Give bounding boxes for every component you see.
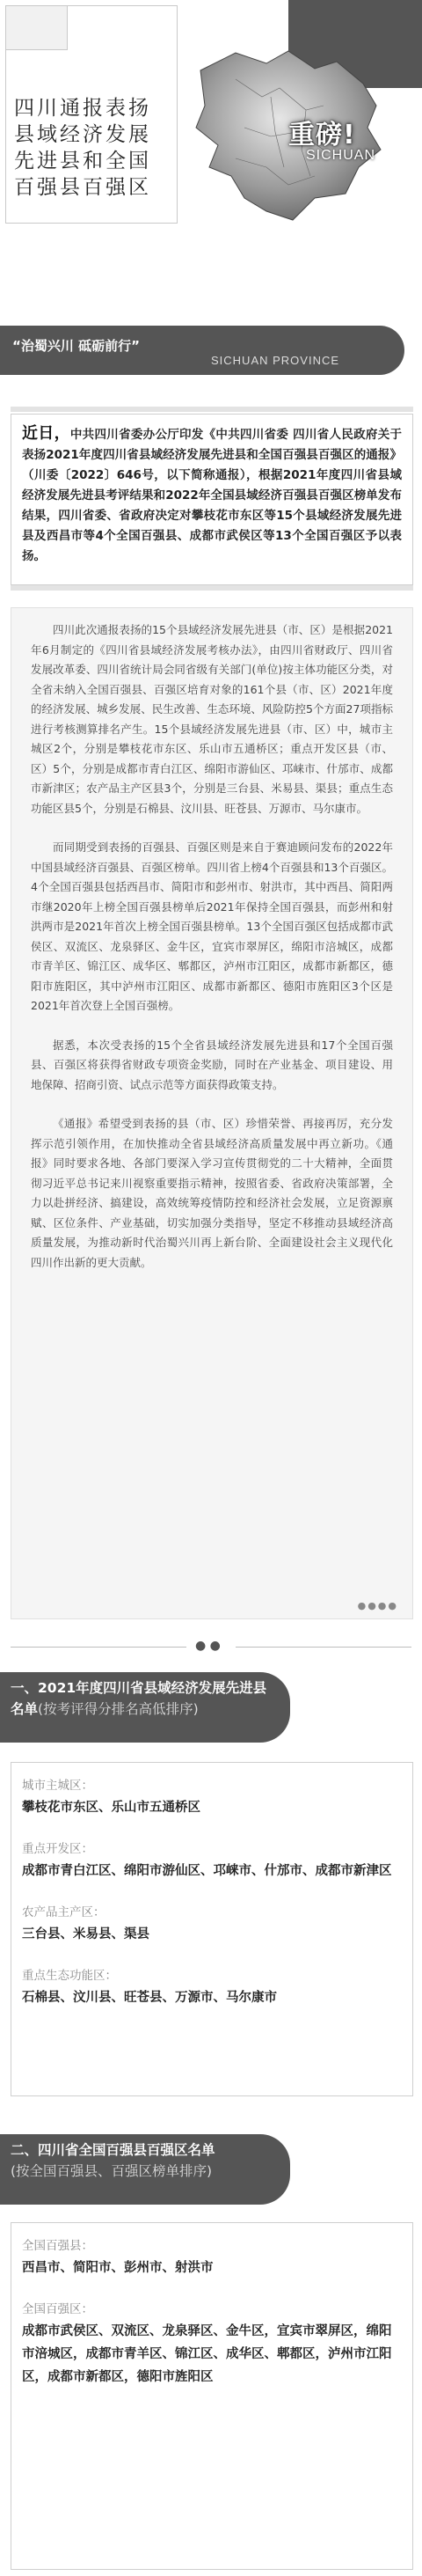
group-body: 西昌市、简阳市、彭州市、射洪市 (22, 2261, 214, 2275)
section2-title-text: 二、四川省全国百强县百强区名单 (11, 2142, 215, 2158)
hero-banner (0, 0, 422, 282)
page-title: 四川通报表扬县域经济发展先进县和全国百强县百强区 (14, 97, 151, 199)
slogan-text: “治蜀兴川 砥砺前行” (12, 338, 140, 354)
group-head: 全国百强县： (22, 2239, 93, 2253)
section2-title (11, 2139, 283, 2182)
section-divider (0, 1639, 422, 1656)
group-head: 重点开发区： (22, 1842, 93, 1856)
section2-subtitle: (按全国百强县、百强区榜单排序) (11, 2163, 213, 2179)
intro-bottom-shadow (11, 585, 413, 591)
intro-box (11, 414, 413, 585)
slogan-english: SICHUAN PROVINCE (211, 354, 340, 367)
paw-icon: ● ● (195, 1639, 221, 1653)
divider-line-left (11, 1647, 186, 1648)
group-body: 攀枝花市东区、乐山市五通桥区 (22, 1801, 200, 1815)
body-paragraph-2: 而同期受到表扬的百强县、百强区则是来自于赛迪顾问发布的2022年中国县域经济百强县、百强区榜单。四川省上榜4个百强县和13个百强区。4个全国百强县包括西昌市、简阳市和彭州市、射洪市，其中西昌、简阳两市继2020年上榜全国百强县榜单后2021年保持全国百强县，而彭州和射洪两市是2021年首次上榜全国百强县榜单。13个全国百强区包括成都市武侯区、双流区、龙泉驿区、金牛区，宜宾市翠屏区，绵阳市涪城区，成都市青羊区、锦江区、成华区、郫都区，泸州市江阳区，成都市新都区，德阳市旌阳区，其中泸州市江阳区、成都市新都区、德阳市旌阳区3个区是2021年首次登上全国百强榜。 (31, 840, 393, 1012)
more-dots-icon: ●●●● (357, 1600, 398, 1611)
body-paragraph-1: 四川此次通报表扬的15个县域经济发展先进县（市、区）是根据2021年6月制定的《四川省县域经济发展考核办法》，由四川省财政厅、四川省发展改革委、四川省统计局会同省级有关部门(单位)按主体功能区分类，对全省未纳入全国百强县、百强区培育对象的161个县（市、区）2021年度的经济发展、城乡发展、民生改善、生态环境、风险防控5个方面27项指标进行考核测算排名产生。15个县域经济发展先进县（市、区）中，城市主城区2个，分别是攀枝花市东区、乐山市五通桥区；重点开发区县（市、区）5个，分别是成都市青白江区、绵阳市游仙区、邛崃市、什邡市、成都市新津区；农产品主产区县3个，分别是三台县、米易县、渠县；重点生态功能区县5个，分别是石棉县、汶川县、旺苍县、万源市、马尔康市。 (31, 623, 393, 815)
group-head: 全国百强区： (22, 2302, 93, 2316)
intro-text: 中共四川省委办公厅印发《中共四川省委 四川省人民政府关于表扬2021年度四川省县域经济发展先进县和全国百强县百强区的通报》（川委〔2022〕646号，以下简称通报），根据2021年度四川省县域经济发展先进县考评结果和2022年全国县域经济百强县百强区榜单发布结果，四川省委、省政府决定对攀枝花市东区等15个县域经济发展先进县及西昌市等4个全国百强县、成都市武侯区等13个全国百强区予以表扬。 (22, 428, 403, 563)
hero-corner-block (6, 6, 68, 50)
group-body: 三台县、米易县、渠县 (22, 1927, 149, 1941)
intro-paragraph (22, 423, 402, 567)
section1-subtitle: (按考评得分排名高低排序) (38, 1701, 199, 1717)
section1-list (11, 1762, 413, 2096)
body-paragraph-4: 《通报》希望受到表扬的县（市、区）珍惜荣誉、再接再厉，充分发挥示范引领作用，在加快推动全省县域经济高质量发展中再立新功。《通报》同时要求各地、各部门要深入学习宣传贯彻党的二十大精神，全面贯彻习近平总书记来川视察重要指示精神，按照省委、省政府决策部署，全力以赴拼经济、搞建设，高效统筹疫情防控和经济社会发展，立足资源禀赋、区位条件、产业基础，切实加强分类指导，坚定不移推动县域经济高质量发展，为推动新时代治蜀兴川再上新台阶、全面建设社会主义现代化四川作出新的更大贡献。 (31, 1117, 393, 1269)
group-body: 成都市武侯区、双流区、龙泉驿区、金牛区，宜宾市翠屏区，绵阳市涪城区，成都市青羊区、锦江区、成华区、郫都区，泸州市江阳区，成都市新都区，德阳市旌阳区 (22, 2324, 392, 2384)
group-body: 成都市青白江区、绵阳市游仙区、邛崃市、什邡市、成都市新津区 (22, 1864, 392, 1878)
headline-badge-en: SICHUAN (306, 148, 376, 163)
intro-top-shadow (11, 407, 413, 412)
group-head: 农产品主产区： (22, 1905, 106, 1919)
section1-header (0, 1672, 422, 1743)
section1-title (11, 1677, 274, 1720)
group-head: 重点生态功能区： (22, 1969, 117, 1983)
section1-title-text: 一、2021年度四川省县域经济发展先进县名单 (11, 1680, 267, 1717)
intro-lead: 近日， (22, 424, 70, 443)
divider-line-right (236, 1647, 411, 1648)
group-head: 城市主城区： (22, 1779, 93, 1793)
headline-badge: 重磅! (288, 120, 356, 150)
slogan-bar (0, 326, 422, 375)
body-paragraph-3: 据悉，本次受表扬的15个全省县域经济发展先进县和17个全国百强县、百强区将获得省财政专项资金奖励，同时在产业基金、项目建设、用地保障、招商引资、试点示范等方面获得政策支持。 (31, 1038, 393, 1091)
section2-header (0, 2134, 422, 2205)
group-body: 石棉县、汶川县、旺苍县、万源市、马尔康市 (22, 1991, 277, 2005)
body-box (11, 607, 413, 1619)
section2-list (11, 2222, 413, 2570)
